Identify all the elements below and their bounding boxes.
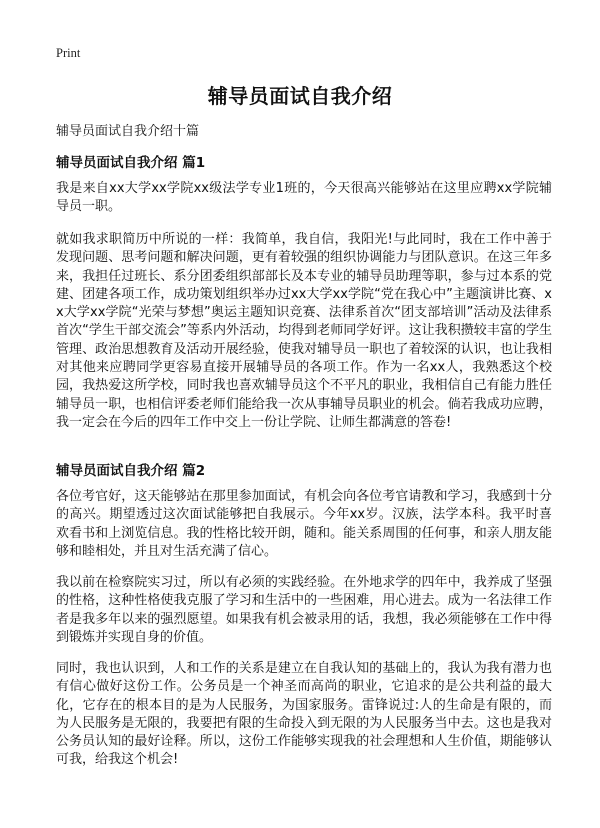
- section-heading-2: 辅导员面试自我介绍 篇2: [56, 463, 206, 479]
- section-heading-1: 辅导员面试自我介绍 篇1: [56, 155, 206, 171]
- section-2-paragraph-3: 同时，我也认识到，人和工作的关系是建立在自我认知的基础上的，我认为我有潜力也有信心做好这份工作。公务员是一个神圣而高尚的职业，它追求的是公共利益的最大化，它存在的根本目的是为人民服务，为国家服务。雷锋说过:人的生命是有限的，而为人民服务是无限的，我要把有限的生命投入到无限的为人民服务当中去。这也是我对公务员认知的最好诠释。所以，这份工作能够实现我的社会理想和人生价值，期能够认可我，给我这个机会!: [56, 661, 552, 768]
- page-title: 辅导员面试自我介绍: [207, 84, 393, 108]
- section-1-paragraph-2: 就如我求职简历中所说的一样：我简单，我自信，我阳光!与此同时，我在工作中善于发现问题、思考问题和解决问题，更有着较强的组织协调能力与团队意识。在这三年多来，我担任过班长、系分团委组织部部长及本专业的辅导员助理等职，参与过本系的党建、团建各项工作，成功策划组织举办过xx大学xx学院“党在我心中”主题演讲比赛、xx大学xx学院“光荣与梦想”奥运主题知识竞赛、法律系首次“团支部培训”活动及法律系首次“学生干部交流会”等系内外活动，均得到老师同学好评。这让我积攒较丰富的学生管理、政治思想教育及活动开展经验，使我对辅导员一职也了着较深的认识，也让我相对其他来应聘同学更容易直接开展辅导员的各项工作。作为一名xx人，我熟悉这个校园，我热爱这所学校，同时我也喜欢辅导员这个不平凡的职业，我相信自己有能力胜任辅导员一职，也相信评委老师们能给我一次从事辅导员职业的机会。倘若我成功应聘，我一定会在今后的四年工作中交上一份让学院、让师生都满意的答卷!: [56, 232, 552, 430]
- section-2-paragraph-2: 我以前在检察院实习过，所以有必须的实践经验。在外地求学的四年中，我养成了坚强的性格，这种性格使我克服了学习和生活中的一些困难，用心进去。成为一名法律工作者是我多年以来的强烈愿望。如果我有机会被录用的话，我想，我必须能够在工作中得到锻炼并实现自身的价值。: [56, 575, 552, 645]
- print-label: Print: [56, 46, 81, 60]
- section-2-paragraph-1: 各位考官好，这天能够站在那里参加面试，有机会向各位考官请教和学习，我感到十分的高兴。期望透过这次面试能够把自我展示。今年xx岁。汉族，法学本科。我平时喜欢看书和上浏览信息。我的性格比较开朗，随和。能关系周围的任何事，和亲人朋友能够和睦相处，并且对生活充满了信心。: [56, 489, 552, 559]
- document-subtitle: 辅导员面试自我介绍十篇: [56, 124, 200, 139]
- section-1-paragraph-1: 我是来自xx大学xx学院xx级法学专业1班的，今天很高兴能够站在这里应聘xx学院辅导员一职。: [56, 181, 552, 215]
